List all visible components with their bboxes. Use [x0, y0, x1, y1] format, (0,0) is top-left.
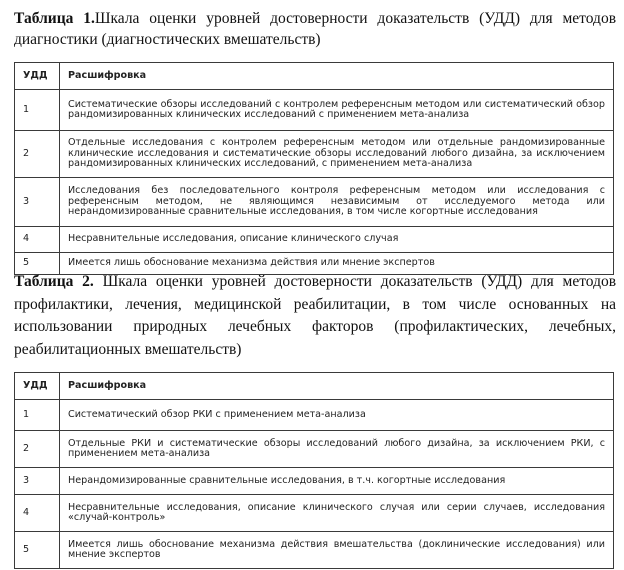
- table-cell-description: Нерандомизированные сравнительные исследования, в т.ч. когортные исследования: [60, 468, 614, 495]
- table-row: [15, 495, 614, 532]
- table1-header-row: [15, 63, 614, 90]
- table2-caption: [14, 271, 616, 361]
- table2-header-description: Расшифровка: [60, 373, 614, 400]
- table-row: [15, 131, 614, 178]
- table-cell-description: Несравнительные исследования, описание клинического случая или серии случаев, исследования «случай-контроль»: [60, 495, 614, 532]
- table-cell-level: 5: [15, 253, 60, 275]
- table-row: [15, 431, 614, 468]
- table-cell-level: 3: [15, 468, 60, 495]
- table1-header-level: УДД: [15, 63, 60, 90]
- table-cell-level: 3: [15, 178, 60, 227]
- table2-caption-label: Таблица 2.: [14, 273, 94, 290]
- table-cell-description: Отдельные РКИ и систематические обзоры исследований любого дизайна, за исключением РКИ, с применением мета-анализа: [60, 431, 614, 468]
- table-row: [15, 227, 614, 253]
- table-cell-description: Имеется лишь обоснование механизма действия или мнение экспертов: [60, 253, 614, 275]
- table-cell-description: Систематический обзор РКИ с применением мета-анализа: [60, 400, 614, 431]
- table-cell-level: 1: [15, 400, 60, 431]
- table1: [14, 62, 614, 275]
- table1-header-description: Расшифровка: [60, 63, 614, 90]
- table-cell-level: 5: [15, 532, 60, 569]
- table-cell-level: 2: [15, 431, 60, 468]
- table-cell-description: Несравнительные исследования, описание клинического случая: [60, 227, 614, 253]
- table2-caption-text: Шкала оценки уровней достоверности доказательств (УДД) для методов профилактики, лечения, медицинской реабилитации, в том числе основанных на использовании природных лечебных факторов (профилактических, лечебных, реабилитационных вмешательств): [14, 273, 617, 358]
- table1-caption-text: Шкала оценки уровней достоверности доказательств (УДД) для методов диагностики (диагностических вмешательств): [14, 10, 617, 48]
- table-cell-description: Исследования без последовательного контроля референсным методом или исследования с референсным методом, не являющимся независимым от исследуемого метода или нерандомизированные сравнительные исследования, в том числе когортные исследования: [60, 178, 614, 227]
- table-cell-level: 1: [15, 90, 60, 131]
- table-cell-description: Систематические обзоры исследований с контролем референсным методом или систематический обзор рандомизированных клинических исследований с применением мета-анализа: [60, 90, 614, 131]
- table1-caption: [14, 8, 616, 50]
- table-row: [15, 532, 614, 569]
- table2-header-row: [15, 373, 614, 400]
- table2-header-level: УДД: [15, 373, 60, 400]
- table-cell-level: 2: [15, 131, 60, 178]
- table-row: [15, 468, 614, 495]
- table1-caption-label: Таблица 1.: [14, 10, 95, 27]
- table-row: [15, 178, 614, 227]
- table-row: [15, 400, 614, 431]
- table2: [14, 372, 614, 569]
- table-cell-description: Имеется лишь обоснование механизма действия вмешательства (доклинические исследования) или мнение экспертов: [60, 532, 614, 569]
- table-row: [15, 90, 614, 131]
- table-cell-level: 4: [15, 227, 60, 253]
- table-cell-level: 4: [15, 495, 60, 532]
- table-cell-description: Отдельные исследования с контролем референсным методом или отдельные рандомизированные клинические исследования и систематические обзоры исследований любого дизайна, за исключением рандомизированных клинических исследований, с применением мета-анализа: [60, 131, 614, 178]
